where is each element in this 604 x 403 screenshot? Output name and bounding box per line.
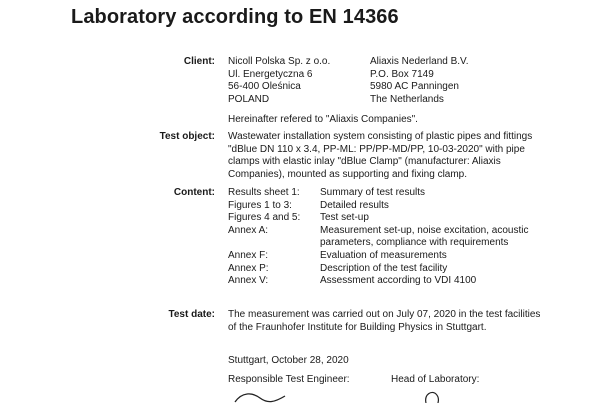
engineer-signature-label: Responsible Test Engineer: bbox=[228, 374, 350, 385]
place-date: Stuttgart, October 28, 2020 bbox=[228, 355, 349, 366]
content-value: Evaluation of measurements bbox=[320, 249, 447, 261]
head-signature-label: Head of Laboratory: bbox=[391, 374, 480, 385]
content-value: Detailed results bbox=[320, 199, 389, 211]
test-date-line: of the Fraunhofer Institute for Building Physics in Stuttgart. bbox=[228, 321, 487, 333]
document-title: Laboratory according to EN 14366 bbox=[71, 6, 399, 28]
engineer-signature bbox=[230, 390, 290, 403]
client-party-1-line: Nicoll Polska Sp. z o.o. bbox=[228, 56, 331, 67]
client-party-2 bbox=[370, 56, 469, 106]
content-key: Figures 4 and 5: bbox=[228, 212, 301, 224]
content-value: Measurement set-up, noise excitation, acoustic bbox=[320, 224, 529, 236]
content-values bbox=[320, 187, 528, 288]
test-date-label: Test date: bbox=[168, 309, 215, 320]
test-object-line: clamps with elastic inlay "dBlue Clamp" (manufacturer: Aliaxis bbox=[228, 156, 501, 168]
client-party-2-line: Aliaxis Nederland B.V. bbox=[370, 56, 469, 67]
client-party-1-line: POLAND bbox=[228, 93, 270, 105]
test-object-label: Test object: bbox=[159, 131, 215, 142]
content-value: Description of the test facility bbox=[320, 262, 448, 274]
content-key: Annex V: bbox=[228, 275, 269, 287]
client-party-2-line: The Netherlands bbox=[370, 93, 444, 105]
content-value: Summary of test results bbox=[320, 187, 426, 198]
content-key: Results sheet 1: bbox=[228, 187, 300, 198]
client-party-2-line: 5980 AC Panningen bbox=[370, 81, 459, 93]
head-signature bbox=[418, 388, 448, 403]
client-party-1-line: Ul. Energetyczna 6 bbox=[228, 68, 313, 80]
client-label: Client: bbox=[183, 56, 215, 67]
content-label: Content: bbox=[173, 187, 215, 198]
client-party-2-line: P.O. Box 7149 bbox=[370, 68, 434, 80]
test-date-line: The measurement was carried out on July 07, 2020 in the test facilities bbox=[228, 309, 541, 320]
test-object-line: Wastewater installation system consisting of plastic pipes and fittings bbox=[228, 131, 533, 142]
content-value: parameters, compliance with requirements bbox=[320, 237, 509, 249]
test-date-text bbox=[228, 309, 540, 334]
client-party-1 bbox=[228, 56, 330, 106]
client-note: Hereinafter refered to "Aliaxis Companies". bbox=[228, 114, 418, 125]
content-value: Assessment according to VDI 4100 bbox=[320, 275, 477, 287]
content-key: Annex F: bbox=[228, 249, 269, 261]
content-keys bbox=[228, 187, 300, 288]
client-party-1-line: 56-400 Oleśnica bbox=[228, 81, 301, 93]
test-object-line: Companies), mounted as supporting and fixing clamp. bbox=[228, 168, 468, 180]
test-object-line: "dBlue DN 110 x 3.4, PP-ML: PP/PP-MD/PP, 10-03-2020" with pipe bbox=[228, 143, 525, 155]
content-key: Annex A: bbox=[228, 224, 269, 236]
content-key: Figures 1 to 3: bbox=[228, 199, 292, 211]
content-key: Annex P: bbox=[228, 262, 269, 274]
content-value: Test set-up bbox=[320, 212, 369, 224]
test-object-text bbox=[228, 131, 532, 181]
